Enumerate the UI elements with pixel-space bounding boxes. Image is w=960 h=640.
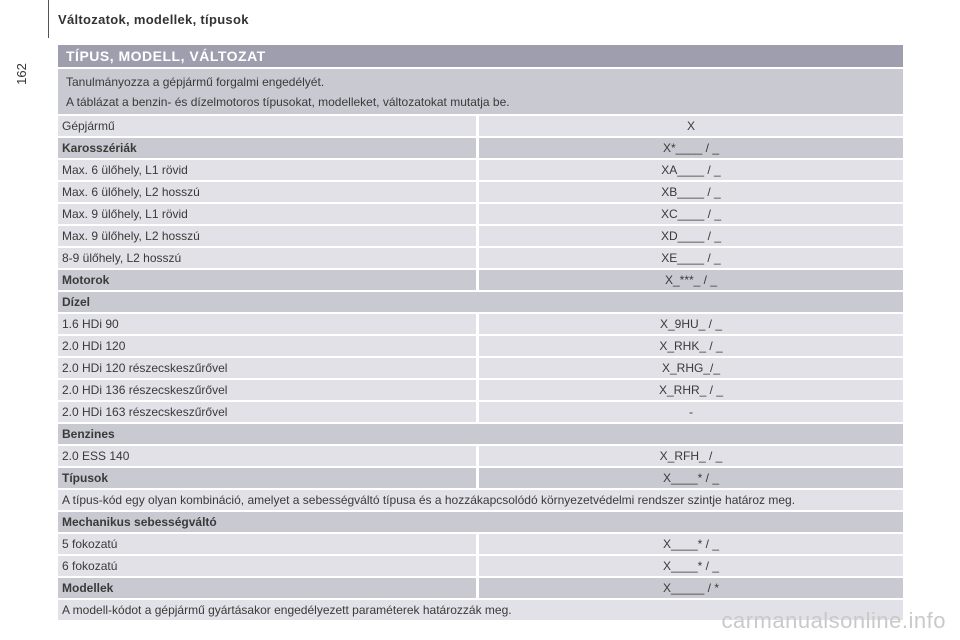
row-code: X*____ / _ (479, 138, 903, 158)
margin-rule (48, 0, 49, 38)
row-code: - (479, 402, 903, 422)
intro-line: Tanulmányozza a gépjármű forgalmi engedélyét. (66, 75, 325, 89)
row-code: XC____ / _ (479, 204, 903, 224)
row-code: X_____ / * (479, 578, 903, 598)
row-code: XE____ / _ (479, 248, 903, 268)
table-row (58, 204, 903, 224)
row-code: X____* / _ (479, 534, 903, 554)
row-code: X_***_ / _ (479, 270, 903, 290)
row-code: X_RHK_ / _ (479, 336, 903, 356)
section-row (58, 270, 903, 290)
section-heading-row: Dízel (58, 292, 903, 312)
row-code: X_RHG_/_ (479, 358, 903, 378)
table-row (58, 534, 903, 554)
row-label: Motorok (58, 270, 476, 290)
row-code: XB____ / _ (479, 182, 903, 202)
table-row (58, 446, 903, 466)
row-label: 2.0 ESS 140 (58, 446, 476, 466)
type-model-table (58, 45, 903, 622)
table-row (58, 116, 903, 136)
section-row (58, 138, 903, 158)
table-row (58, 314, 903, 334)
row-label: Gépjármű (58, 116, 476, 136)
row-code: X_RFH_ / _ (479, 446, 903, 466)
table-intro (58, 69, 903, 114)
row-code: X_RHR_ / _ (479, 380, 903, 400)
row-code: XA____ / _ (479, 160, 903, 180)
row-code: X_9HU_ / _ (479, 314, 903, 334)
table-row (58, 402, 903, 422)
row-label: 1.6 HDi 90 (58, 314, 476, 334)
row-code: XD____ / _ (479, 226, 903, 246)
row-label: 8-9 ülőhely, L2 hosszú (58, 248, 476, 268)
row-label: Karosszériák (58, 138, 476, 158)
row-code: X (479, 116, 903, 136)
section-header: Változatok, modellek, típusok (58, 12, 249, 27)
row-label: 6 fokozatú (58, 556, 476, 576)
table-rows (58, 116, 903, 620)
row-code: X____* / _ (479, 468, 903, 488)
page-number: 162 (14, 63, 29, 85)
table-row (58, 182, 903, 202)
section-heading-row: Mechanikus sebességváltó (58, 512, 903, 532)
intro-line: A táblázat a benzin- és dízelmotoros típusokat, modelleket, változatokat mutatja be. (66, 95, 510, 109)
row-label: Modellek (58, 578, 476, 598)
table-row (58, 160, 903, 180)
table-row (58, 380, 903, 400)
row-label: 2.0 HDi 163 részecskeszűrővel (58, 402, 476, 422)
row-label: 5 fokozatú (58, 534, 476, 554)
table-row (58, 226, 903, 246)
note-row: A típus-kód egy olyan kombináció, amelyet a sebességváltó típusa és a hozzákapcsolódó környezetvédelmi rendszer szintje határoz meg. (58, 490, 903, 510)
table-row (58, 248, 903, 268)
row-code: X____* / _ (479, 556, 903, 576)
section-heading-row: Benzines (58, 424, 903, 444)
row-label: 2.0 HDi 120 részecskeszűrővel (58, 358, 476, 378)
row-label: 2.0 HDi 120 (58, 336, 476, 356)
row-label: 2.0 HDi 136 részecskeszűrővel (58, 380, 476, 400)
table-row (58, 336, 903, 356)
row-label: Típusok (58, 468, 476, 488)
row-label: Max. 9 ülőhely, L2 hosszú (58, 226, 476, 246)
note-row: A modell-kódot a gépjármű gyártásakor engedélyezett paraméterek határozzák meg. (58, 600, 903, 620)
row-label: Max. 9 ülőhely, L1 rövid (58, 204, 476, 224)
table-row (58, 556, 903, 576)
watermark: carmanualsonline.info (721, 608, 946, 633)
row-label: Max. 6 ülőhely, L1 rövid (58, 160, 476, 180)
section-row (58, 468, 903, 488)
table-title: TÍPUS, MODELL, VÁLTOZAT (58, 45, 903, 67)
table-row (58, 358, 903, 378)
row-label: Max. 6 ülőhely, L2 hosszú (58, 182, 476, 202)
section-row (58, 578, 903, 598)
